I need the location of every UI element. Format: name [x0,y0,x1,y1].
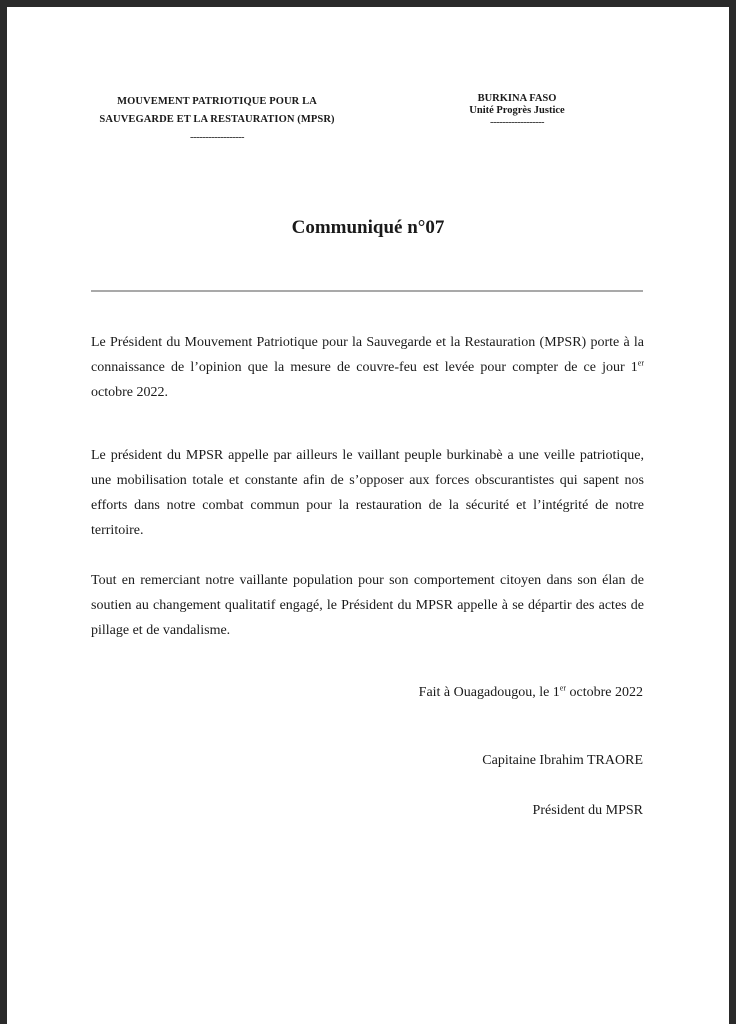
document-page [7,7,729,1024]
date-ordinal-superscript: er [559,683,567,693]
organization-name-line2: SAUVEGARDE ET LA RESTAURATION (MPSR) [99,114,335,125]
organization-name-line1: MOUVEMENT PATRIOTIQUE POUR LA [117,96,317,107]
organization-separator: ------------------ [190,132,244,143]
country-name: BURKINA FASO [477,93,557,104]
place-date-end: octobre 2022 [566,685,643,700]
place-and-date [419,685,643,701]
organization-header [97,93,337,147]
country-motto: Unité Progrès Justice [469,105,565,116]
signatory-name: Capitaine Ibrahim TRAORE [482,753,643,768]
paragraph-patriotic-call: Le président du MPSR appelle par ailleurs le vaillant peuple burkinabè a une veille patriotique, une mobilisation totale et constante afin de s’opposer aux forces obscurantistes qui sapent nos efforts dans notre combat commun pour la restauration de la sécurité et l’intégrité de notre territoire. [91,448,644,538]
ordinal-superscript: er [637,358,644,368]
title-divider [91,290,643,292]
country-separator: ------------------ [490,117,544,128]
paragraph-1-text: Le Président du Mouvement Patriotique pour la Sauvegarde et la Restauration (MPSR) porte à la connaissance de l’opinion que la mesure de couvre-feu est levée pour compter de ce jour 1 [91,335,644,375]
signatory-role: Président du MPSR [532,803,643,818]
paragraph-1-end: octobre 2022. [91,385,168,400]
paragraph-curfew-lifted [91,330,644,405]
country-header [447,93,587,129]
communique-title: Communiqué n°07 [291,217,445,238]
place-date-text: Fait à Ouagadougou, le 1 [418,685,560,700]
paragraph-looting-warning: Tout en remerciant notre vaillante population pour son comportement citoyen dans son élan de soutien au changement qualitatif engagé, le Président du MPSR appelle à se départir des actes de pillage et de vandalisme. [91,573,644,638]
